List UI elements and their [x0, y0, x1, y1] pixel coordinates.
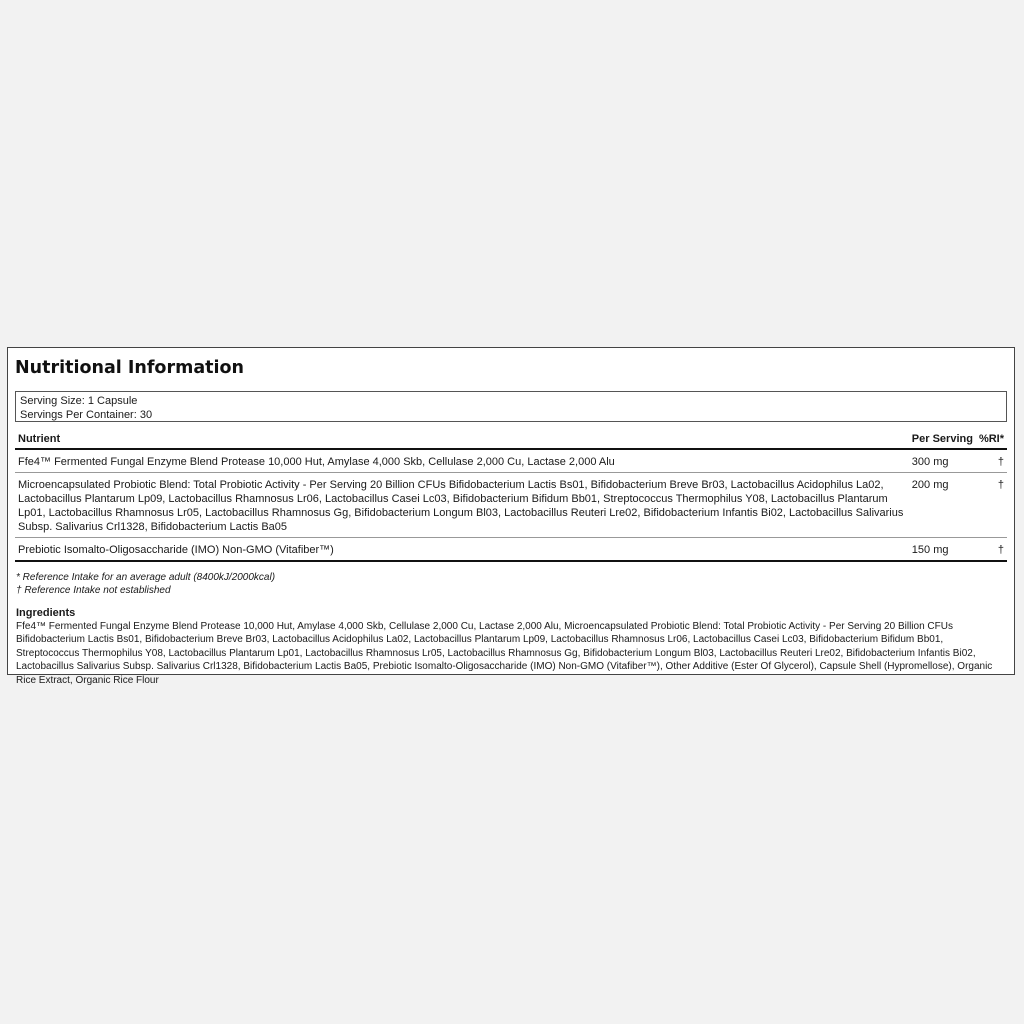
ingredients-text: Ffe4™ Fermented Fungal Enzyme Blend Protease 10,000 Hut, Amylase 4,000 Skb, Cellulase 2,000 Cu, Lactase 2,000 Alu, Microencapsulated Probiotic Blend: Total Probiotic Activity - Per Serving 20 Billion CFUs Bifidobacterium Lactis Bs01, Bifidobacterium Breve Br03, Lactobacillus Acidophilus La02, Lactobacillus Plantarum Lp09, Lactobacillus Rhamnosus Lr06, Lactobacillus Casei Lc03, Bifidobacterium Bifidum Bb01, Streptococcus Thermophilus Y08, Lactobacillus Plantarum Lp01, Lactobacillus Rhamnosus Lr05, Lactobacillus Rhamnosus Gg, Bifidobacterium Longum Bl03, Lactobacillus Reuteri Lre02, Bifidobacterium Infantis Bi02, Lactobacillus Salivarius Subsp. Salivarius Crl1328, Bifidobacterium Lactis Ba05, Prebiotic Isomalto-Oligosaccharide (IMO) Non-GMO (Vitafiber™), Other Additive (Ester Of Glycerol), Capsule Shell (Hypromellose), Organic Rice Extract, Organic Rice Flour	[16, 621, 993, 686]
table-row	[15, 473, 1007, 538]
nutrient-ri: †	[976, 538, 1007, 562]
page-title: Nutritional Information	[15, 358, 244, 378]
footnote-not-established: † Reference Intake not established	[16, 585, 171, 596]
header-nutrient: Nutrient	[15, 427, 909, 449]
table-header-row	[15, 427, 1007, 449]
nutrient-ri: †	[976, 473, 1007, 538]
nutrient-name: Ffe4™ Fermented Fungal Enzyme Blend Protease 10,000 Hut, Amylase 4,000 Skb, Cellulase 2,000 Cu, Lactase 2,000 Alu	[15, 449, 909, 473]
nutrient-amount: 300 mg	[909, 449, 976, 473]
nutrition-panel	[7, 347, 1015, 686]
ingredients-heading: Ingredients	[16, 607, 76, 619]
header-ri: %RI*	[976, 427, 1007, 449]
nutrient-amount: 200 mg	[909, 473, 976, 538]
nutrient-ri: †	[976, 449, 1007, 473]
nutrient-name: Prebiotic Isomalto-Oligosaccharide (IMO) Non-GMO (Vitafiber™)	[15, 538, 909, 562]
nutrition-table	[15, 427, 1007, 562]
nutrient-amount: 150 mg	[909, 538, 976, 562]
table-row	[15, 449, 1007, 473]
footnote-reference-intake: * Reference Intake for an average adult (8400kJ/2000kcal)	[16, 572, 276, 583]
footnotes	[15, 571, 1007, 597]
header-per-serving: Per Serving	[909, 427, 976, 449]
servings-per-container: Servings Per Container: 30	[20, 409, 153, 421]
serving-info-box	[15, 391, 1007, 422]
table-row	[15, 538, 1007, 562]
nutrient-name: Microencapsulated Probiotic Blend: Total Probiotic Activity - Per Serving 20 Billion CFUs Bifidobacterium Lactis Bs01, Bifidobacterium Breve Br03, Lactobacillus Acidophilus La02, Lactobacillus Plantarum Lp09, Lactobacillus Rhamnosus Lr06, Lactobacillus Casei Lc03, Bifidobacterium Bifidum Bb01, Streptococcus Thermophilus Y08, Lactobacillus Plantarum Lp01, Lactobacillus Rhamnosus Lr05, Lactobacillus Rhamnosus Gg, Bifidobacterium Longum Bl03, Lactobacillus Reuteri Lre02, Bifidobacterium Infantis Bi02, Lactobacillus Salivarius Subsp. Salivarius Crl1328, Bifidobacterium Lactis Ba05	[15, 473, 909, 538]
serving-size: Serving Size: 1 Capsule	[20, 395, 138, 407]
